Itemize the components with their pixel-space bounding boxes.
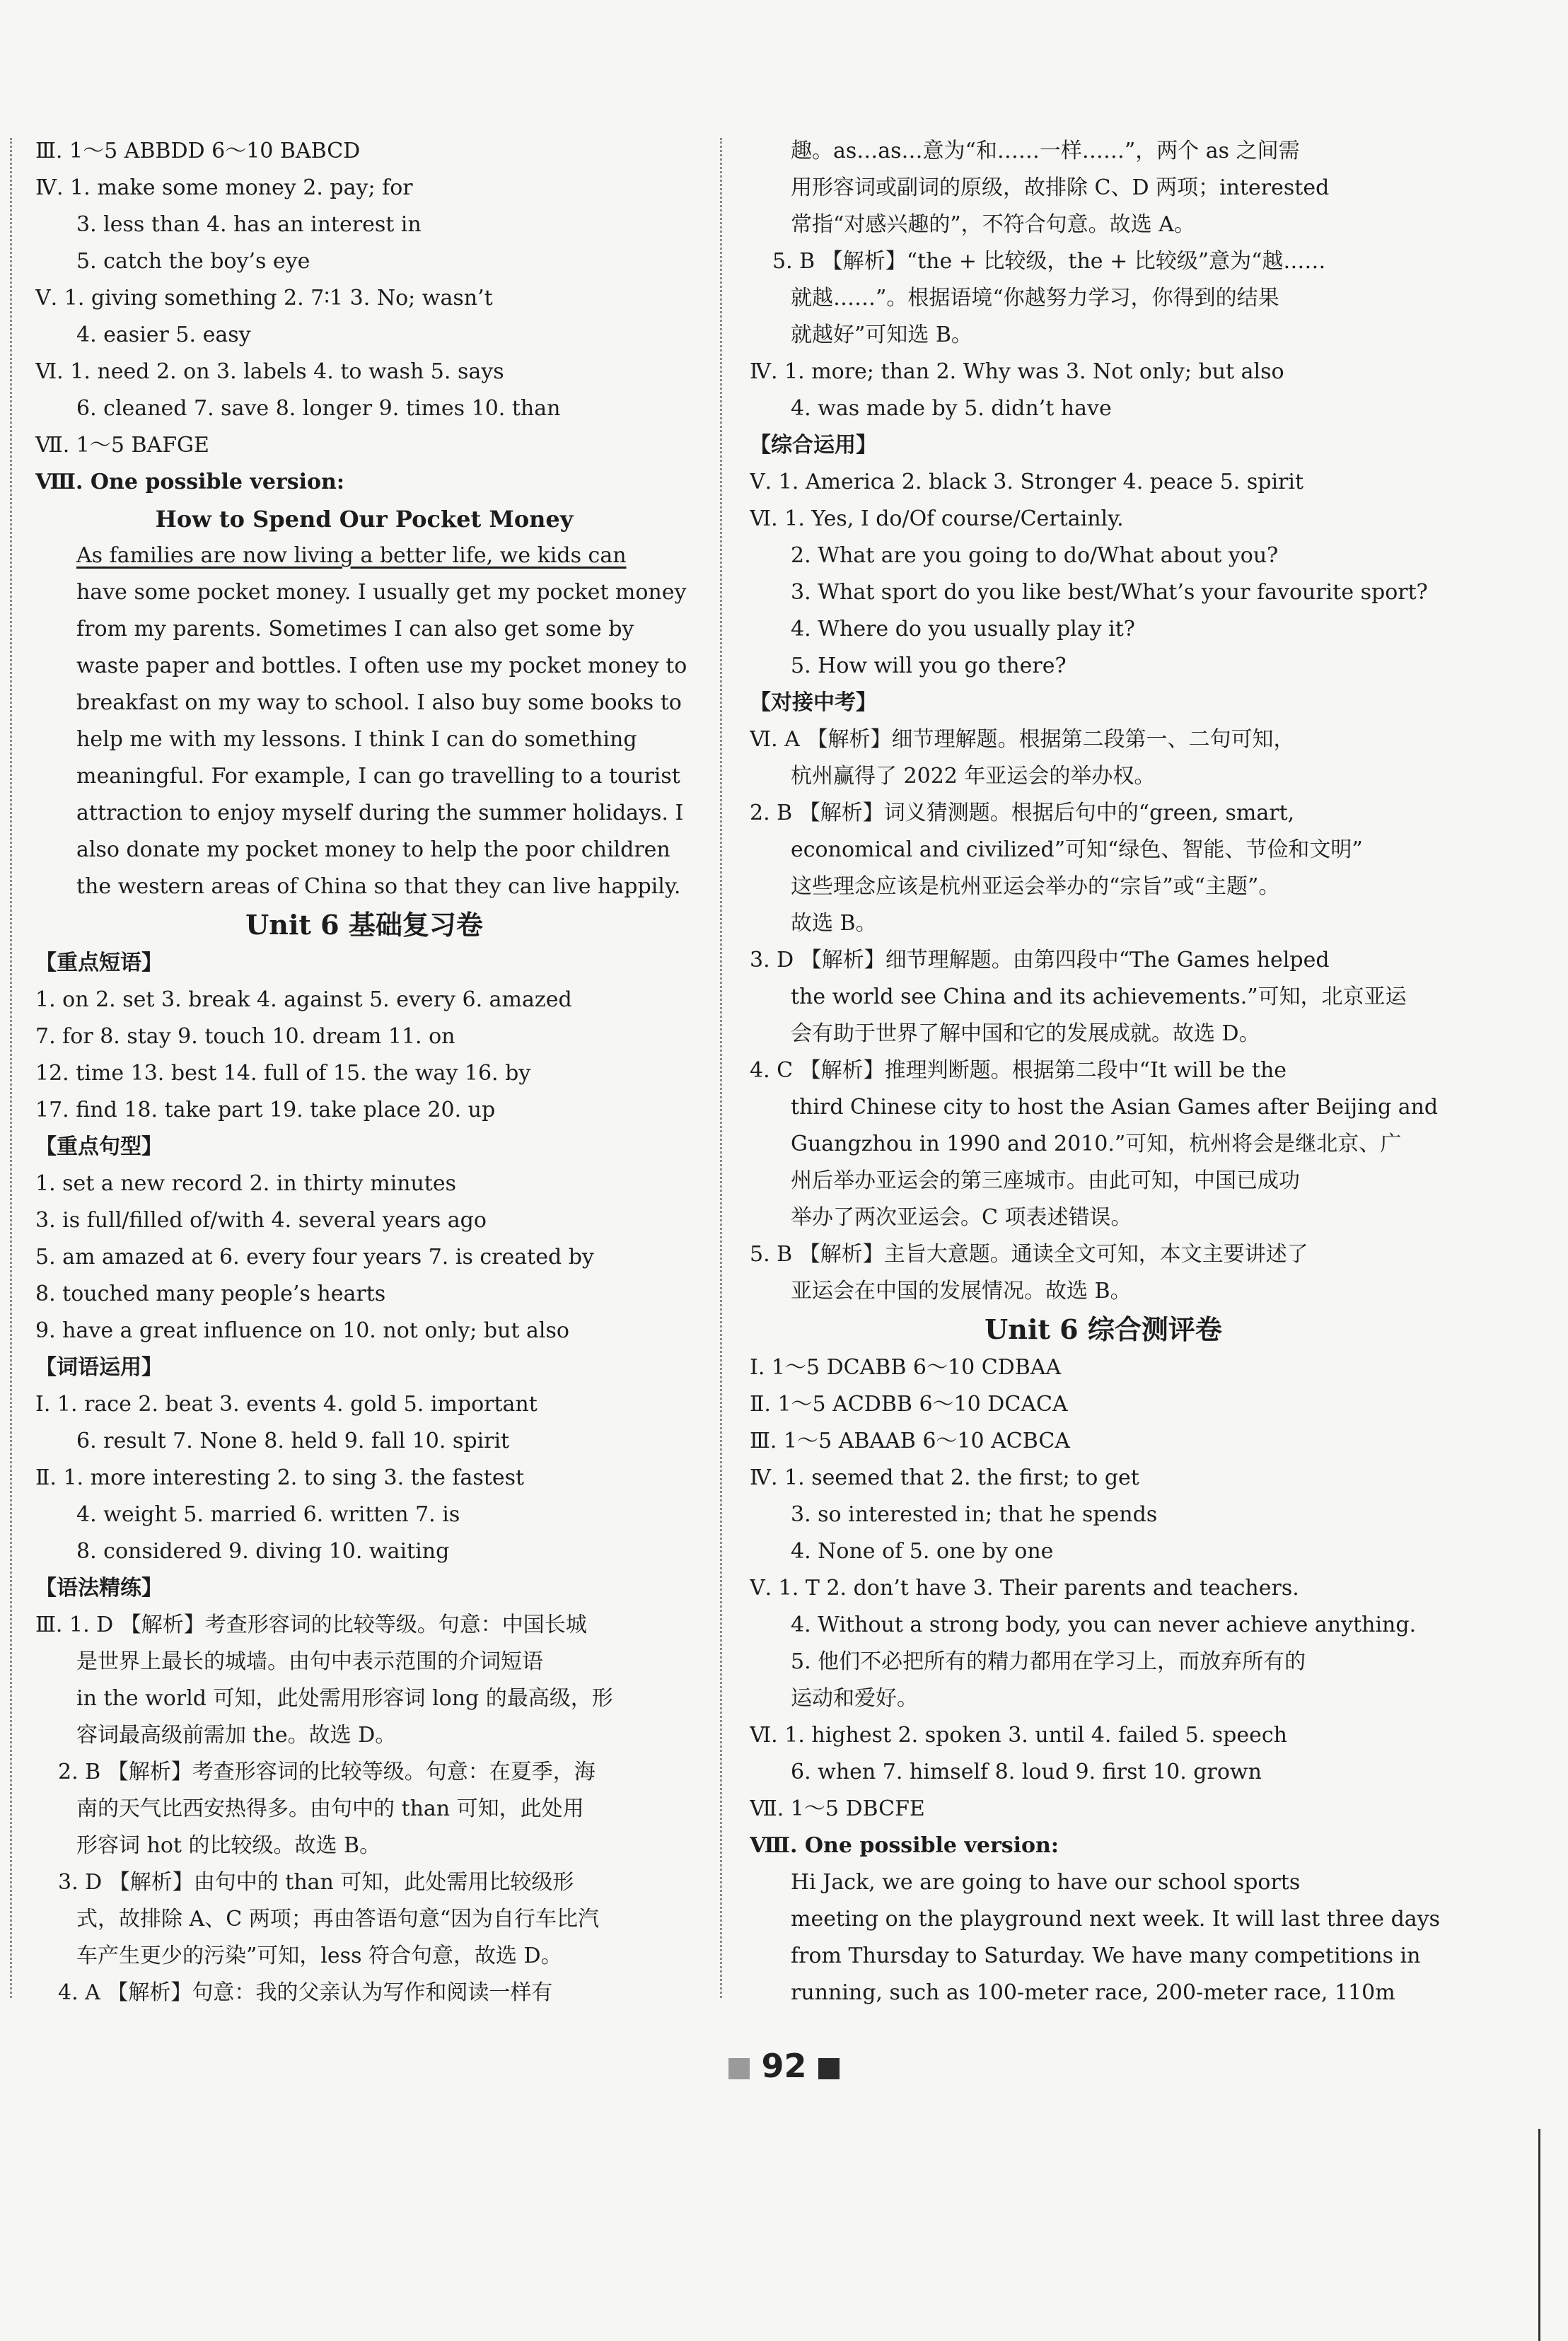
answer-line: 5. 他们不必把所有的精力都用在学习上，而放弃所有的 — [791, 1649, 1306, 1674]
answer-line: 会有助于世界了解中国和它的发展成就。故选 D。 — [791, 1021, 1260, 1046]
answer-line: 5. catch the boy’s eye — [76, 249, 310, 274]
answer-line: 杭州赢得了 2022 年亚运会的举办权。 — [791, 764, 1156, 789]
answer-line: 8. considered 9. diving 10. waiting — [76, 1539, 450, 1564]
answer-line: third Chinese city to host the Asian Games after Beijing and — [791, 1095, 1439, 1120]
answer-line: in the world 可知，此处需用形容词 long 的最高级，形 — [76, 1686, 613, 1711]
answer-line: 3. so interested in; that he spends — [791, 1502, 1158, 1527]
answer-line: meaningful. For example, I can go travelling to a tourist — [76, 764, 680, 789]
answer-line: 6. result 7. None 8. held 9. fall 10. spirit — [76, 1429, 510, 1453]
page-footer — [0, 2047, 1568, 2085]
answer-line: Ⅵ. 1. highest 2. spoken 3. until 4. failed 5. speech — [750, 1723, 1288, 1748]
answer-line: 4. A 【解析】句意：我的父亲认为写作和阅读一样有 — [58, 1980, 553, 2005]
answer-line: Ⅰ. 1～5 DCABB 6～10 CDBAA — [750, 1355, 1062, 1380]
answer-line: Unit 6 综合测评卷 — [985, 1313, 1222, 1345]
answer-line: Ⅷ. One possible version: — [35, 470, 344, 494]
left-column — [35, 133, 693, 2011]
answer-line: 州后举办亚运会的第三座城市。由此可知，中国已成功 — [791, 1168, 1300, 1193]
page-number: 92 — [761, 2047, 807, 2085]
answer-line: 式，故排除 A、C 两项；再由答语句意“因为自行车比汽 — [76, 1907, 600, 1932]
answer-line: 就越好”可知选 B。 — [791, 323, 972, 347]
left-margin-dots — [10, 138, 12, 1998]
answer-line: 形容词 hot 的比较级。故选 B。 — [76, 1833, 381, 1858]
answer-line: Ⅳ. 1. more; than 2. Why was 3. Not only; but also — [750, 359, 1284, 384]
answer-line: Ⅳ. 1. make some money 2. pay; for — [35, 175, 413, 200]
answer-line: Ⅲ. 1. D 【解析】考查形容词的比较等级。句意：中国长城 — [35, 1613, 587, 1637]
answer-line: Ⅴ. 1. T 2. don’t have 3. Their parents and teachers. — [750, 1576, 1299, 1601]
answer-line: 3. D 【解析】细节理解题。由第四段中“The Games helped — [750, 948, 1330, 972]
answer-line: Ⅱ. 1. more interesting 2. to sing 3. the fastest — [35, 1465, 525, 1490]
answer-line: 容词最高级前需加 the。故选 D。 — [76, 1723, 397, 1748]
answer-line: 【重点短语】 — [35, 951, 163, 975]
answer-line: 运动和爱好。 — [791, 1686, 918, 1711]
answer-line: 【重点句型】 — [35, 1134, 163, 1159]
answer-line: 17. find 18. take part 19. take place 20. up — [35, 1098, 496, 1122]
answer-line: Ⅲ. 1～5 ABAAB 6～10 ACBCA — [750, 1429, 1070, 1453]
answer-line: 3. less than 4. has an interest in — [76, 212, 422, 237]
answer-line: 9. have a great influence on 10. not only; but also — [35, 1318, 569, 1343]
footer-square-left-icon — [728, 2058, 750, 2079]
answer-line: attraction to enjoy myself during the summer holidays. I — [76, 801, 684, 825]
answer-line: 【对接中考】 — [750, 690, 877, 715]
answer-line: 【综合运用】 — [750, 433, 877, 458]
answer-line: economical and civilized”可知“绿色、智能、节俭和文明” — [791, 837, 1363, 862]
answer-line: Unit 6 基础复习卷 — [245, 909, 483, 941]
answer-line: 这些理念应该是杭州亚运会举办的“宗旨”或“主题”。 — [791, 874, 1280, 899]
answer-line: 6. cleaned 7. save 8. longer 9. times 10. than — [76, 396, 561, 421]
answer-line: Ⅲ. 1～5 ABBDD 6～10 BABCD — [35, 139, 361, 163]
answer-line: 5. B 【解析】“the + 比较级，the + 比较级”意为“越…… — [772, 249, 1326, 274]
answer-line: 5. How will you go there? — [791, 653, 1067, 678]
answer-line: 南的天气比西安热得多。由句中的 than 可知，此处用 — [76, 1796, 584, 1821]
answer-line: 4. None of 5. one by one — [791, 1539, 1054, 1564]
answer-line: 4. C 【解析】推理判断题。根据第二段中“It will be the — [750, 1058, 1287, 1083]
answer-line: meeting on the playground next week. It will last three days — [791, 1907, 1441, 1932]
answer-line: 5. am amazed at 6. every four years 7. is created by — [35, 1245, 594, 1270]
answer-line: 4. Without a strong body, you can never achieve anything. — [791, 1613, 1417, 1637]
answer-line: 趣。as…as…意为“和……一样……”，两个 as 之间需 — [791, 139, 1300, 163]
answer-line: 4. weight 5. married 6. written 7. is — [76, 1502, 460, 1527]
answer-line: 4. was made by 5. didn’t have — [791, 396, 1112, 421]
answer-line: Ⅷ. One possible version: — [750, 1833, 1059, 1858]
answer-line: Ⅵ. 1. Yes, I do/Of course/Certainly. — [750, 506, 1124, 531]
answer-line: Ⅴ. 1. America 2. black 3. Stronger 4. peace 5. spirit — [750, 470, 1304, 494]
edge-mark — [1538, 2129, 1540, 2341]
answer-line: Ⅵ. 1. need 2. on 3. labels 4. to wash 5. says — [35, 359, 504, 384]
answer-line: 【词语运用】 — [35, 1355, 163, 1380]
answer-line: 亚运会在中国的发展情况。故选 B。 — [791, 1279, 1132, 1303]
answer-line: 4. Where do you usually play it? — [791, 617, 1135, 641]
answer-line: 常指“对感兴趣的”，不符合句意。故选 A。 — [791, 212, 1195, 237]
footer-square-right-icon — [818, 2058, 840, 2079]
answer-line: 2. B 【解析】词义猜测题。根据后句中的“green, smart, — [750, 801, 1295, 825]
answer-line: 【语法精练】 — [35, 1576, 163, 1601]
answer-line: 12. time 13. best 14. full of 15. the way 16. by — [35, 1061, 531, 1086]
answer-line: Ⅴ. 1. giving something 2. 7∶1 3. No; wasn’t — [35, 286, 493, 310]
answer-line: How to Spend Our Pocket Money — [155, 506, 574, 533]
answer-line: Guangzhou in 1990 and 2010.”可知，杭州将会是继北京、广 — [791, 1132, 1402, 1156]
answer-line: 3. is full/filled of/with 4. several years ago — [35, 1208, 487, 1233]
answer-line: Ⅶ. 1～5 DBCFE — [750, 1796, 925, 1821]
answer-line: help me with my lessons. I think I can do something — [76, 727, 637, 752]
answer-line: 1. on 2. set 3. break 4. against 5. every 6. amazed — [35, 987, 572, 1012]
answer-line: 故选 B。 — [791, 911, 877, 936]
answer-line: 是世界上最长的城墙。由句中表示范围的介词短语 — [76, 1649, 543, 1674]
answer-line: 5. B 【解析】主旨大意题。通读全文可知，本文主要讲述了 — [750, 1242, 1308, 1267]
answer-line: from my parents. Sometimes I can also get some by — [76, 617, 634, 641]
answer-line: 8. touched many people’s hearts — [35, 1282, 386, 1306]
answer-line: As families are now living a better life, we kids can — [76, 543, 627, 568]
answer-line: 1. set a new record 2. in thirty minutes — [35, 1171, 457, 1196]
answer-line: from Thursday to Saturday. We have many competitions in — [791, 1944, 1421, 1968]
answer-line: 车产生更少的污染”可知，less 符合句意，故选 D。 — [76, 1944, 562, 1968]
answer-line: 就越……”。根据语境“你越努力学习，你得到的结果 — [791, 286, 1279, 310]
answer-line: 4. easier 5. easy — [76, 323, 251, 347]
answer-line: waste paper and bottles. I often use my pocket money to — [76, 653, 687, 678]
answer-line: 7. for 8. stay 9. touch 10. dream 11. on — [35, 1024, 455, 1049]
answer-line: the world see China and its achievements.”可知，北京亚运 — [791, 984, 1407, 1009]
answer-line: Ⅰ. 1. race 2. beat 3. events 4. gold 5. important — [35, 1392, 538, 1417]
answer-line: 3. D 【解析】由句中的 than 可知，此处需用比较级形 — [58, 1870, 574, 1895]
answer-line: also donate my pocket money to help the poor children — [76, 837, 670, 862]
answer-line: 用形容词或副词的原级，故排除 C、D 两项；interested — [791, 175, 1330, 200]
answer-line: running, such as 100-meter race, 200-meter race, 110m — [791, 1980, 1395, 2005]
answer-line: Ⅳ. 1. seemed that 2. the first; to get — [750, 1465, 1139, 1490]
answer-line: 2. B 【解析】考查形容词的比较等级。句意：在夏季，海 — [58, 1760, 596, 1784]
answer-line: Ⅱ. 1～5 ACDBB 6～10 DCACA — [750, 1392, 1068, 1417]
right-column — [750, 133, 1457, 2011]
answer-line: Ⅶ. 1～5 BAFGE — [35, 433, 209, 458]
answer-line: the western areas of China so that they can live happily. — [76, 874, 681, 899]
answer-line: have some pocket money. I usually get my pocket money — [76, 580, 687, 605]
answer-line: 6. when 7. himself 8. loud 9. first 10. grown — [791, 1760, 1262, 1784]
center-divider-dots — [720, 138, 722, 1998]
answer-line: 2. What are you going to do/What about you? — [791, 543, 1279, 568]
answer-line: breakfast on my way to school. I also buy some books to — [76, 690, 682, 715]
answer-line: 举办了两次亚运会。C 项表述错误。 — [791, 1205, 1132, 1230]
answer-line: Ⅵ. A 【解析】细节理解题。根据第二段第一、二句可知， — [750, 727, 1295, 752]
answer-line: 3. What sport do you like best/What’s your favourite sport? — [791, 580, 1428, 605]
answer-line: Hi Jack, we are going to have our school sports — [791, 1870, 1301, 1895]
